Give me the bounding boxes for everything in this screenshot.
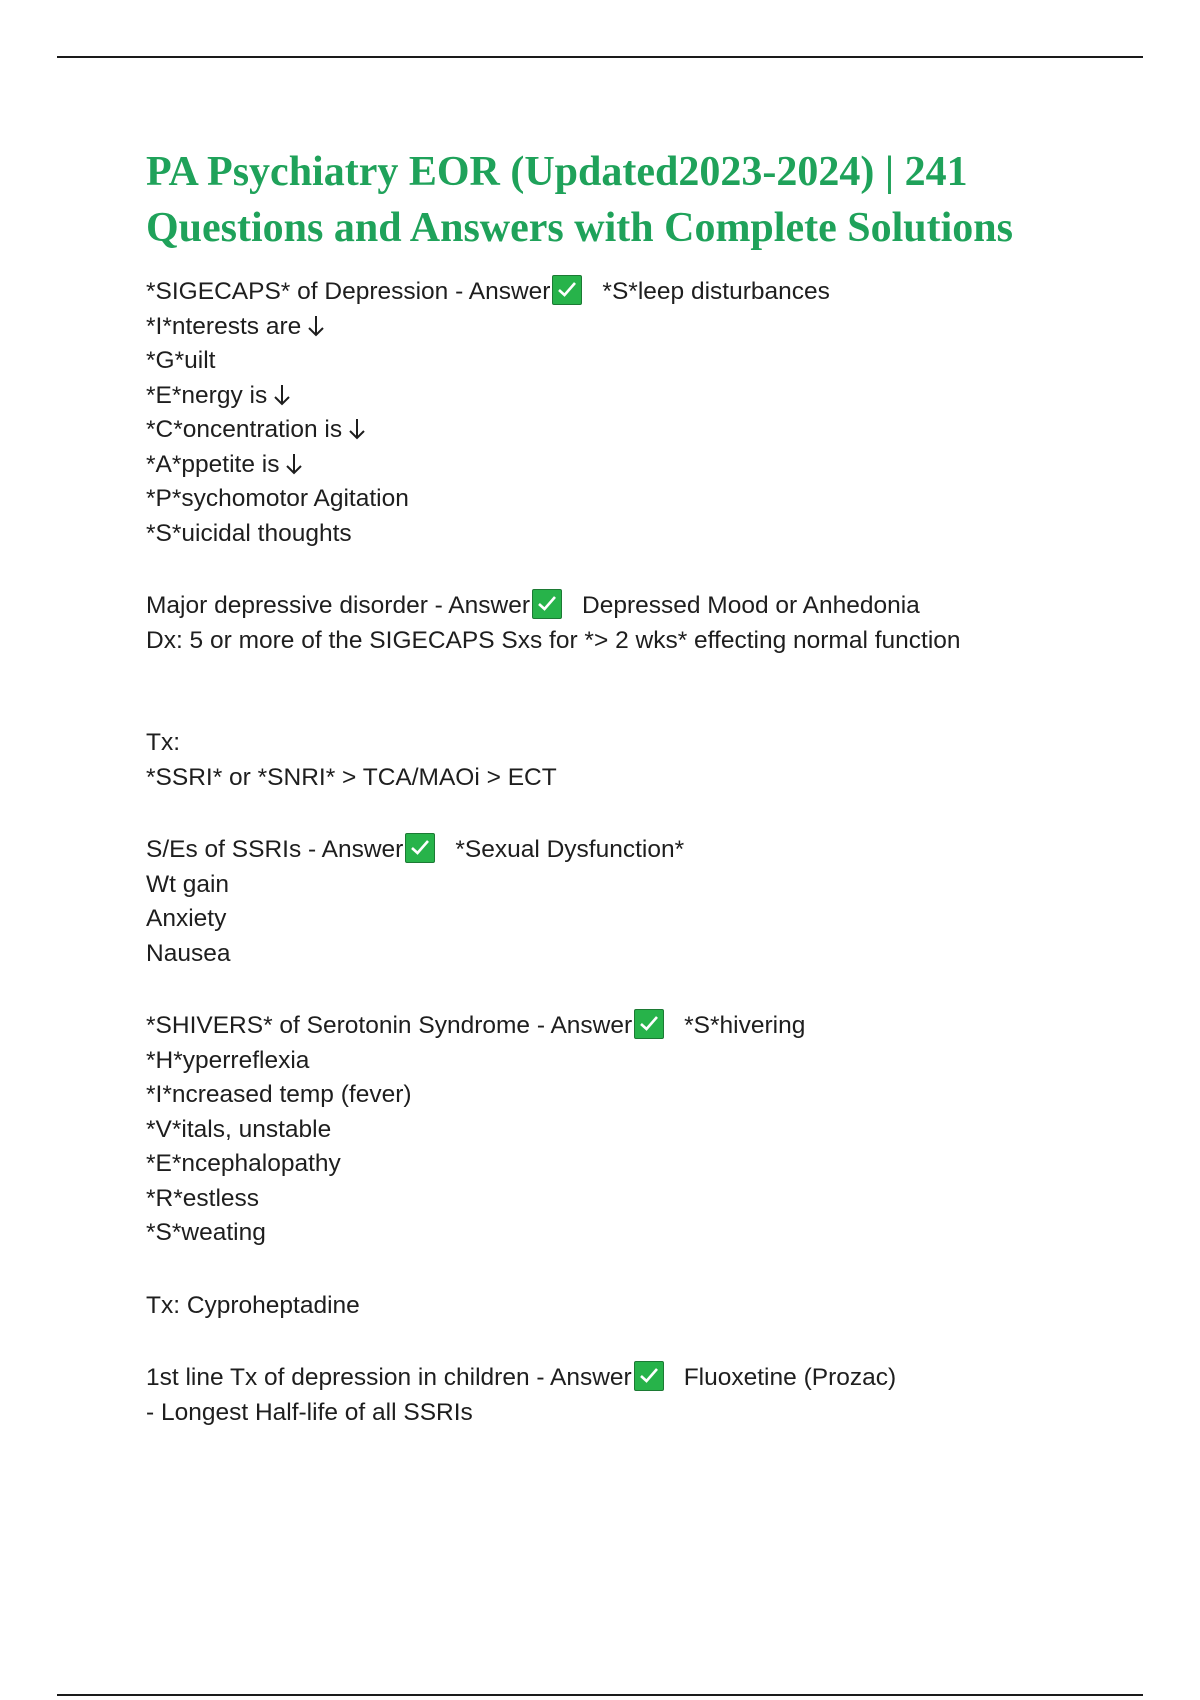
- question-line: [146, 833, 1146, 868]
- qa-item: [146, 1009, 1146, 1323]
- answer-line: [146, 482, 1146, 517]
- question-line: [146, 1361, 1146, 1396]
- document-title: [146, 144, 1146, 256]
- answer-line-text: *C*oncentration is: [146, 416, 343, 443]
- answer-line: [146, 1078, 1146, 1113]
- answer-line: [146, 1113, 1146, 1148]
- answer-line-text: Nausea: [146, 939, 231, 967]
- answer-line-text: *I*nterests are: [146, 312, 302, 340]
- answer-line-text: *V*itals, unstable: [146, 1115, 332, 1143]
- spacer: [146, 1323, 1146, 1361]
- down-arrow-icon: [285, 452, 303, 476]
- down-arrow-icon: [348, 417, 366, 441]
- green-check-box-icon: [532, 589, 562, 619]
- answer-text: *Sexual Dysfunction*: [455, 836, 685, 863]
- title-line-2: Questions and Answers with Complete Solutions: [146, 205, 1013, 251]
- qa-item: [146, 833, 1146, 971]
- header-rule: [57, 56, 1143, 58]
- green-check-box-icon: [405, 833, 435, 863]
- answer-line: [146, 310, 1146, 345]
- qa-item: [146, 1361, 1146, 1430]
- spacer: [146, 971, 1146, 1009]
- qa-item: [146, 589, 1146, 795]
- answer-line: [146, 902, 1146, 937]
- answer-line-text: *I*ncreased temp (fever): [146, 1081, 412, 1108]
- answer-line: [146, 1216, 1146, 1251]
- qa-item: [146, 275, 1146, 551]
- down-arrow-icon: [307, 314, 325, 338]
- answer-line: [146, 937, 1146, 972]
- question-text: S/Es of SSRIs - Answer: [146, 836, 404, 863]
- answer-line-text: Wt gain: [146, 870, 230, 898]
- spacer: [146, 1251, 1146, 1289]
- footer-rule: [57, 1694, 1143, 1696]
- answer-line: [146, 761, 1146, 796]
- answer-text: Depressed Mood or Anhedonia: [582, 592, 920, 619]
- answer-line-text: *S*uicidal thoughts: [146, 519, 352, 547]
- answer-line-text: *R*estless: [146, 1184, 260, 1212]
- answer-line-text: *E*ncephalopathy: [146, 1150, 341, 1177]
- answer-line-text: *S*weating: [146, 1219, 266, 1246]
- answer-line: [146, 1044, 1146, 1079]
- spacer: [146, 795, 1146, 833]
- answer-line-text: - Longest Half-life of all SSRIs: [146, 1398, 473, 1426]
- answer-line-text: Tx:: [146, 729, 181, 756]
- green-check-box-icon: [552, 275, 582, 305]
- answer-line: [146, 1147, 1146, 1182]
- question-text: 1st line Tx of depression in children - Answer: [146, 1364, 632, 1391]
- question-line: [146, 589, 1146, 624]
- answer-text: *S*leep disturbances: [602, 278, 830, 305]
- answer-line: [146, 413, 1146, 448]
- answer-text: *S*hivering: [684, 1012, 806, 1039]
- answer-line-text: *SSRI* or *SNRI* > TCA/MAOi > ECT: [146, 763, 557, 791]
- down-arrow-icon: [273, 383, 291, 407]
- document-body: [146, 275, 1146, 1430]
- question-text: Major depressive disorder - Answer: [146, 592, 530, 619]
- answer-line: [146, 517, 1146, 552]
- answer-line: [146, 1182, 1146, 1217]
- answer-line-text: *P*sychomotor Agitation: [146, 485, 409, 512]
- green-check-box-icon: [634, 1361, 664, 1391]
- answer-line: [146, 1396, 1146, 1431]
- spacer: [146, 658, 1146, 726]
- title-line-1: PA Psychiatry EOR (Updated2023-2024) | 241: [146, 149, 968, 195]
- question-text: *SHIVERS* of Serotonin Syndrome - Answer: [146, 1012, 633, 1039]
- question-line: [146, 275, 1146, 310]
- answer-line: [146, 726, 1146, 761]
- answer-text: Fluoxetine (Prozac): [683, 1364, 897, 1391]
- answer-line-text: *E*nergy is: [146, 381, 268, 409]
- answer-line: [146, 379, 1146, 414]
- answer-line-text: *G*uilt: [146, 347, 216, 374]
- question-text: *SIGECAPS* of Depression - Answer: [146, 278, 551, 305]
- answer-line: [146, 868, 1146, 903]
- answer-line-text: *A*ppetite is: [146, 450, 280, 478]
- answer-line-text: *H*yperreflexia: [146, 1046, 310, 1074]
- answer-line: [146, 344, 1146, 379]
- answer-line: [146, 1289, 1146, 1324]
- question-line: [146, 1009, 1146, 1044]
- answer-line-text: Dx: 5 or more of the SIGECAPS Sxs for *> 2 wks* effecting normal function: [146, 626, 961, 654]
- answer-line-text: Anxiety: [146, 905, 227, 932]
- answer-line: [146, 448, 1146, 483]
- answer-line-text: Tx: Cyproheptadine: [146, 1291, 360, 1319]
- green-check-box-icon: [634, 1009, 664, 1039]
- spacer: [146, 551, 1146, 589]
- answer-line: [146, 624, 1146, 659]
